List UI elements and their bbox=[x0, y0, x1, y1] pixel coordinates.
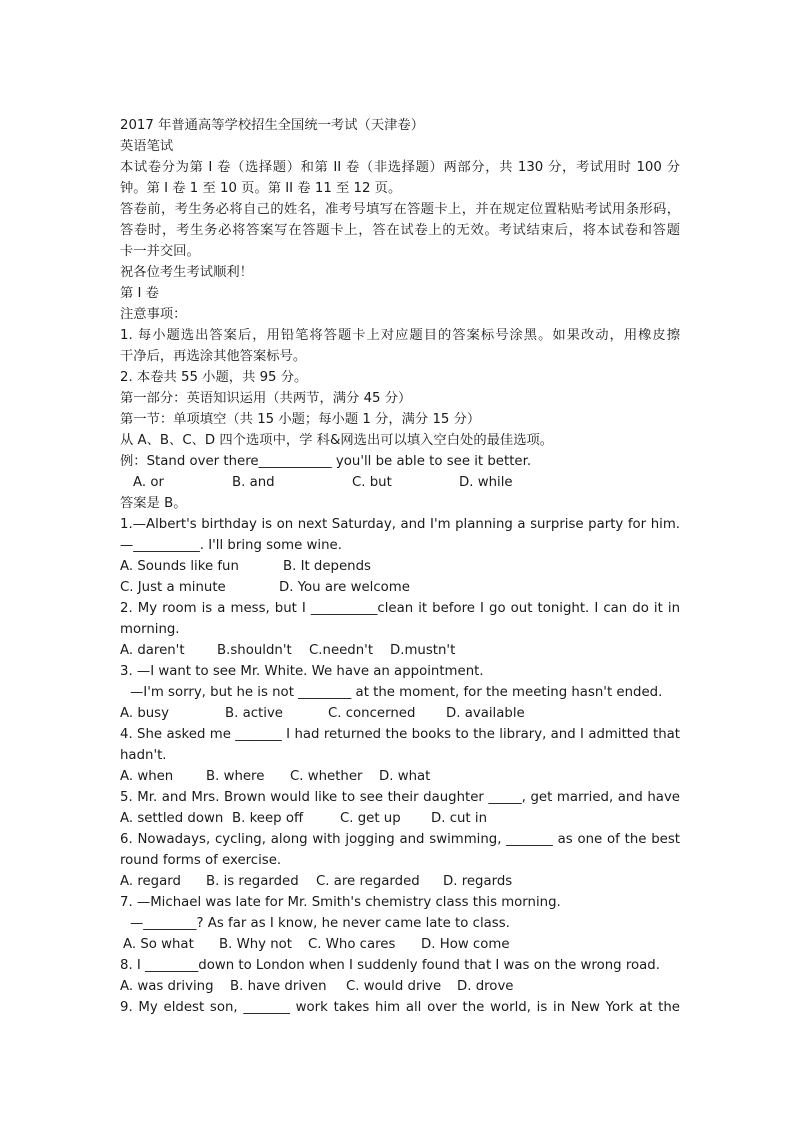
note-item: 1. 每小题选出答案后，用铅笔将答题卡上对应题目的答案标号涂黑。如果改动，用橡皮擦 bbox=[120, 328, 680, 343]
option: D. drove bbox=[457, 979, 514, 994]
question-stem: 4. She asked me _______ I had returned the books to the library, and I admitted that bbox=[120, 727, 680, 742]
option: C. whether bbox=[290, 769, 363, 784]
intro-line: 答卷时，考生务必将答案写在答题卡上，答在试卷上的无效。考试结束后，将本试卷和答题 bbox=[120, 223, 680, 238]
question-options bbox=[120, 976, 680, 997]
option: C. get up bbox=[340, 811, 401, 826]
question-options bbox=[120, 640, 680, 661]
question-stem: 7. —Michael was late for Mr. Smith's chemistry class this morning. bbox=[120, 895, 561, 910]
option: A. regard bbox=[120, 874, 181, 889]
option: A. Sounds like fun bbox=[120, 559, 239, 574]
question-stem: 5. Mr. and Mrs. Brown would like to see their daughter _____, get married, and have bbox=[120, 790, 680, 805]
question-stem: —________? As far as I know, he never came late to class. bbox=[130, 916, 510, 931]
option: C. but bbox=[352, 475, 392, 490]
intro-line: 答卷前，考生务必将自己的姓名，准考号填写在答题卡上，并在规定位置粘贴考试用条形码， bbox=[120, 202, 680, 217]
intro-line: 卡一并交回。 bbox=[120, 244, 200, 259]
option: A. busy bbox=[120, 706, 169, 721]
option: D. regards bbox=[443, 874, 513, 889]
option: D. cut in bbox=[431, 811, 487, 826]
example-answer: 答案是 B。 bbox=[120, 496, 187, 511]
option: A. when bbox=[120, 769, 174, 784]
option: C. are regarded bbox=[316, 874, 420, 889]
option: C. Who cares bbox=[308, 937, 396, 952]
option: B. is regarded bbox=[206, 874, 299, 889]
note-item: 干净后，再选涂其他答案标号。 bbox=[120, 349, 307, 364]
question-options bbox=[120, 703, 680, 724]
option: A. or bbox=[133, 475, 164, 490]
question-options bbox=[120, 871, 680, 892]
question-stem: 6. Nowadays, cycling, along with jogging and swimming, _______ as one of the best bbox=[120, 832, 680, 847]
question-stem: —__________. I'll bring some wine. bbox=[120, 538, 342, 553]
option: B. where bbox=[206, 769, 265, 784]
exam-title: 2017 年普通高等学校招生全国统一考试（天津卷） bbox=[120, 118, 425, 133]
option: C. concerned bbox=[328, 706, 416, 721]
question-stem: 3. —I want to see Mr. White. We have an appointment. bbox=[120, 664, 484, 679]
option: D.mustn't bbox=[390, 643, 456, 658]
option: B. and bbox=[232, 475, 275, 490]
intro-line: 钟。第 I 卷 1 至 10 页。第 II 卷 11 至 12 页。 bbox=[120, 181, 402, 196]
option: C. would drive bbox=[346, 979, 442, 994]
volume-heading: 第 I 卷 bbox=[120, 286, 159, 301]
option: B. It depends bbox=[283, 559, 371, 574]
option: D. You are welcome bbox=[279, 580, 410, 595]
question-options bbox=[120, 808, 680, 829]
exam-subject: 英语笔试 bbox=[120, 139, 174, 154]
option: D. what bbox=[379, 769, 431, 784]
option: B. active bbox=[225, 706, 283, 721]
part-heading: 第一部分：英语知识运用（共两节，满分 45 分） bbox=[120, 391, 412, 406]
option: A. was driving bbox=[120, 979, 214, 994]
option: C. Just a minute bbox=[120, 580, 226, 595]
question-options bbox=[120, 556, 680, 577]
directions-text: 从 A、B、C、D 四个选项中，学 科&网选出可以填入空白处的最佳选项。 bbox=[120, 433, 554, 448]
question-options bbox=[120, 934, 680, 955]
option: D. How come bbox=[421, 937, 510, 952]
question-stem: round forms of exercise. bbox=[120, 853, 282, 868]
question-stem: —I'm sorry, but he is not ________ at the moment, for the meeting hasn't ended. bbox=[130, 685, 663, 700]
example-stem: 例：Stand over there___________ you'll be able to see it better. bbox=[120, 454, 532, 469]
note-item: 2. 本卷共 55 小题，共 95 分。 bbox=[120, 370, 308, 385]
notes-title: 注意事项： bbox=[120, 307, 187, 322]
question-stem: 9. My eldest son, _______ work takes him all over the world, is in New York at the bbox=[120, 1000, 680, 1015]
option: B.shouldn't bbox=[217, 643, 292, 658]
option: B. Why not bbox=[219, 937, 293, 952]
option: A. daren't bbox=[120, 643, 185, 658]
question-options bbox=[120, 766, 680, 787]
example-options bbox=[120, 472, 680, 493]
option: A. settled down bbox=[120, 811, 224, 826]
option: D. available bbox=[446, 706, 525, 721]
exam-page bbox=[120, 115, 680, 1018]
question-stem: morning. bbox=[120, 622, 180, 637]
section-heading: 第一节：单项填空（共 15 小题；每小题 1 分，满分 15 分） bbox=[120, 412, 481, 427]
question-stem: 8. I ________down to London when I suddenly found that I was on the wrong road. bbox=[120, 958, 660, 973]
intro-line: 本试卷分为第 I 卷（选择题）和第 II 卷（非选择题）两部分，共 130 分，考试用时 100 分 bbox=[120, 160, 680, 175]
option: C.needn't bbox=[309, 643, 374, 658]
question-options bbox=[120, 577, 680, 598]
question-stem: 1.—Albert's birthday is on next Saturday, and I'm planning a surprise party for him. bbox=[120, 517, 680, 532]
option: A. So what bbox=[123, 937, 194, 952]
good-luck-text: 祝各位考生考试顺利！ bbox=[120, 265, 253, 280]
question-stem: 2. My room is a mess, but I __________clean it before I go out tonight. I can do it in bbox=[120, 601, 680, 616]
option: D. while bbox=[459, 475, 513, 490]
option: B. keep off bbox=[232, 811, 304, 826]
question-stem: hadn't. bbox=[120, 748, 167, 763]
option: B. have driven bbox=[230, 979, 327, 994]
